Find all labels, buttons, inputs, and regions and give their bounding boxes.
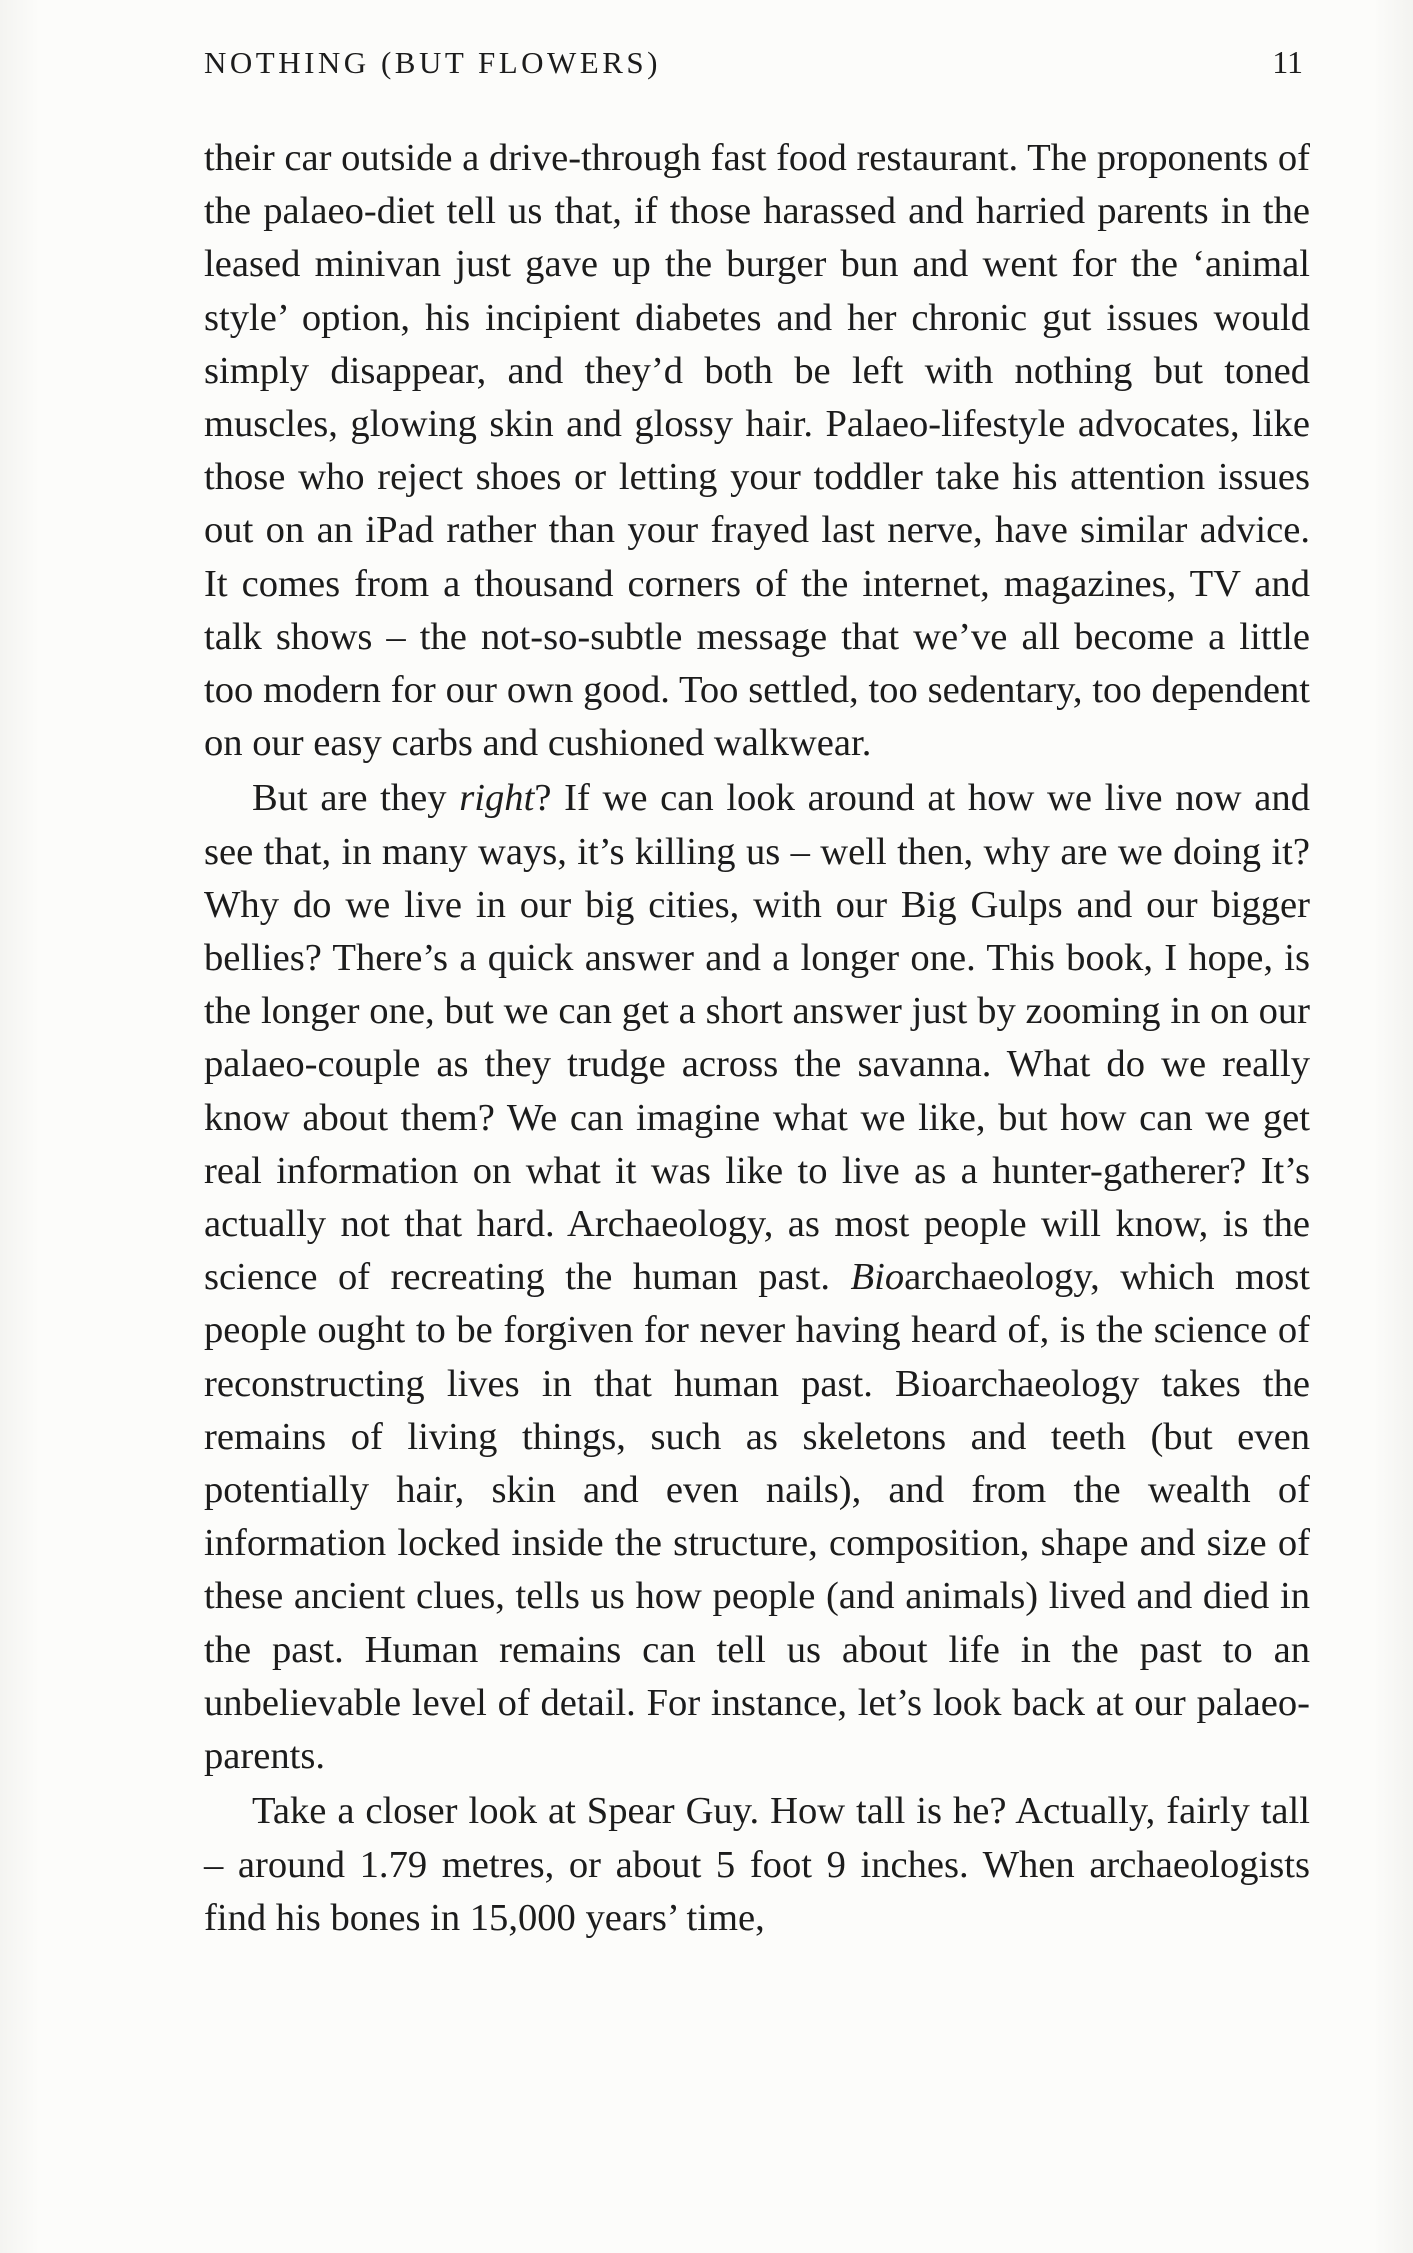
paragraph-1-text: their car outside a drive-through fast food restaurant. The proponents of the palaeo-diet tell us that, if those harassed and harried parents in the leased minivan just gave up the burger bun and went for the ‘animal style’ option, his incipient diabetes and her chronic gut issues would simply disappear, and they’d both be left with nothing but toned muscles, glowing skin and glossy hair. Palaeo-lifestyle advocates, like those who reject shoes or letting your toddler take his attention issues out on an iPad rather than your frayed last nerve, have similar advice. It comes from a thousand corners of the internet, magazines, TV and talk shows – the not-so-subtle message that we’ve all become a little too modern for our own good. Too settled, too sedentary, too dependent on our easy carbs and cushioned walkwear. <box>204 137 1310 765</box>
paragraph-2-text-a: But are they <box>252 777 460 820</box>
paragraph-2 <box>204 772 1310 1783</box>
page-number: 11 <box>1272 44 1303 80</box>
emphasis-bio: Bio <box>850 1256 905 1299</box>
paragraph-3 <box>204 1785 1310 1945</box>
running-head <box>204 44 1303 94</box>
paragraph-2-text-c: archaeology, which most people ought to be forgiven for never having heard of, is the science of reconstructing lives in that human past. Bioarchaeology takes the remains of living things, such as skeletons and teeth (but even potentially hair, skin and even nails), and from the wealth of information locked inside the structure, composition, shape and size of these ancient clues, tells us how people (and animals) lived and died in the past. Human remains can tell us about life in the past to an unbelievable level of detail. For instance, let’s look back at our palaeo-parents. <box>204 1256 1310 1778</box>
body-text <box>204 132 1310 1945</box>
paragraph-2-text-b: ? If we can look around at how we live now and see that, in many ways, it’s killing us – well then, why are we doing it? Why do we live in our big cities, with our Big Gulps and our bigger bellies? There’s a quick answer and a longer one. This book, I hope, is the longer one, but we can get a short answer just by zooming in on our palaeo-couple as they trudge across the savanna. What do we really know about them? We can imagine what we like, but how can we get real information on what it was like to live as a hunter-gatherer? It’s actually not that hard. Archaeology, as most people will know, is the science of recreating the human past. <box>204 777 1311 1299</box>
paragraph-3-text: Take a closer look at Spear Guy. How tall is he? Actually, fairly tall – around 1.79 metres, or about 5 foot 9 inches. When archaeologists find his bones in 15,000 years’ time, <box>204 1790 1310 1939</box>
emphasis-right: right <box>459 777 535 820</box>
chapter-title: NOTHING (BUT FLOWERS) <box>204 45 661 80</box>
paragraph-1 <box>204 132 1310 770</box>
